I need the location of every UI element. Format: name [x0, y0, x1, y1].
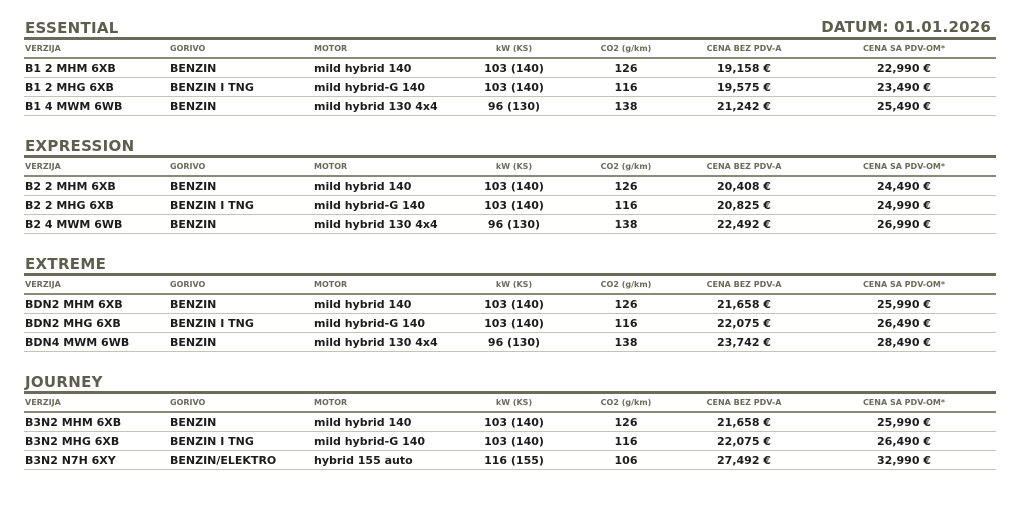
cell-price-without-vat: 22,075 €	[717, 316, 771, 330]
cell-motor: mild hybrid 130 4x4	[314, 335, 438, 349]
header-kw: kW (KS)	[495, 398, 533, 407]
cell-price-with-vat: 24,990 €	[877, 198, 931, 212]
header-verzija: VERZIJA	[25, 398, 61, 407]
trim-section-extreme	[24, 255, 996, 352]
cell-gorivo: BENZIN I TNG	[170, 198, 254, 212]
section-title: JOURNEY	[25, 373, 103, 391]
table-header	[24, 391, 996, 413]
header-price-without-vat: CENA BEZ PDV-A	[706, 398, 782, 407]
header-price-with-vat: CENA SA PDV-OM*	[862, 398, 946, 407]
table-row	[24, 215, 996, 234]
header-motor: MOTOR	[314, 44, 348, 53]
header-kw: kW (KS)	[495, 162, 533, 171]
cell-co2: 138	[614, 335, 638, 349]
cell-co2: 138	[614, 99, 638, 113]
cell-price-without-vat: 22,075 €	[717, 434, 771, 448]
header-co2: CO2 (g/km)	[600, 280, 652, 289]
cell-price-without-vat: 20,825 €	[717, 198, 771, 212]
cell-gorivo: BENZIN/ELEKTRO	[170, 453, 277, 467]
cell-price-without-vat: 19,158 €	[717, 61, 771, 75]
cell-motor: mild hybrid 140	[314, 415, 412, 429]
cell-kw: 103 (140)	[484, 80, 544, 94]
cell-kw: 103 (140)	[484, 316, 544, 330]
cell-verzija: BDN2 MHM 6XB	[25, 297, 123, 311]
cell-motor: mild hybrid-G 140	[314, 198, 426, 212]
cell-co2: 126	[614, 179, 638, 193]
cell-gorivo: BENZIN	[170, 415, 217, 429]
cell-co2: 116	[614, 198, 638, 212]
header-gorivo: GORIVO	[170, 162, 206, 171]
cell-kw: 103 (140)	[484, 198, 544, 212]
header-verzija: VERZIJA	[25, 44, 61, 53]
cell-co2: 126	[614, 297, 638, 311]
table-row	[24, 413, 996, 432]
header-price-without-vat: CENA BEZ PDV-A	[706, 280, 782, 289]
table-row	[24, 59, 996, 78]
cell-price-with-vat: 25,990 €	[877, 415, 931, 429]
cell-gorivo: BENZIN I TNG	[170, 434, 254, 448]
header-verzija: VERZIJA	[25, 280, 61, 289]
cell-co2: 116	[614, 434, 638, 448]
table-header	[24, 273, 996, 295]
cell-price-with-vat: 23,490 €	[877, 80, 931, 94]
cell-verzija: B1 4 MWM 6WB	[25, 99, 123, 113]
header-motor: MOTOR	[314, 162, 348, 171]
table-row	[24, 451, 996, 470]
cell-motor: mild hybrid 130 4x4	[314, 217, 438, 231]
cell-verzija: B3N2 N7H 6XY	[25, 453, 116, 467]
cell-kw: 103 (140)	[484, 297, 544, 311]
cell-verzija: B2 2 MHM 6XB	[25, 179, 116, 193]
table-row	[24, 295, 996, 314]
cell-gorivo: BENZIN I TNG	[170, 316, 254, 330]
cell-price-without-vat: 21,242 €	[717, 99, 771, 113]
cell-price-without-vat: 19,575 €	[717, 80, 771, 94]
cell-motor: mild hybrid 140	[314, 297, 412, 311]
cell-verzija: BDN2 MHG 6XB	[25, 316, 121, 330]
header-kw: kW (KS)	[495, 44, 533, 53]
header-motor: MOTOR	[314, 280, 348, 289]
header-verzija: VERZIJA	[25, 162, 61, 171]
header-price-without-vat: CENA BEZ PDV-A	[706, 44, 782, 53]
cell-kw: 103 (140)	[484, 434, 544, 448]
header-price-with-vat: CENA SA PDV-OM*	[862, 44, 946, 53]
cell-price-without-vat: 21,658 €	[717, 415, 771, 429]
cell-motor: mild hybrid-G 140	[314, 316, 426, 330]
section-title: EXPRESSION	[25, 137, 135, 155]
cell-verzija: B3N2 MHG 6XB	[25, 434, 120, 448]
cell-gorivo: BENZIN	[170, 61, 217, 75]
cell-price-with-vat: 26,990 €	[877, 217, 931, 231]
header-co2: CO2 (g/km)	[600, 44, 652, 53]
cell-gorivo: BENZIN I TNG	[170, 80, 254, 94]
header-kw: kW (KS)	[495, 280, 533, 289]
cell-kw: 96 (130)	[487, 335, 541, 349]
cell-co2: 126	[614, 61, 638, 75]
header-gorivo: GORIVO	[170, 398, 206, 407]
cell-verzija: B2 4 MWM 6WB	[25, 217, 123, 231]
header-gorivo: GORIVO	[170, 280, 206, 289]
cell-price-with-vat: 25,490 €	[877, 99, 931, 113]
trim-section-journey	[24, 373, 996, 470]
cell-price-without-vat: 23,742 €	[717, 335, 771, 349]
cell-gorivo: BENZIN	[170, 99, 217, 113]
cell-gorivo: BENZIN	[170, 297, 217, 311]
header-co2: CO2 (g/km)	[600, 398, 652, 407]
header-co2: CO2 (g/km)	[600, 162, 652, 171]
cell-kw: 96 (130)	[487, 99, 541, 113]
cell-motor: mild hybrid 130 4x4	[314, 99, 438, 113]
cell-verzija: B3N2 MHM 6XB	[25, 415, 122, 429]
cell-kw: 103 (140)	[484, 415, 544, 429]
price-list-date: DATUM: 01.01.2026	[821, 18, 991, 36]
trim-section-expression	[24, 137, 996, 234]
section-title: EXTREME	[25, 255, 107, 273]
header-price-with-vat: CENA SA PDV-OM*	[862, 162, 946, 171]
cell-verzija: B2 2 MHG 6XB	[25, 198, 114, 212]
cell-price-with-vat: 26,490 €	[877, 316, 931, 330]
header-price-with-vat: CENA SA PDV-OM*	[862, 280, 946, 289]
cell-motor: mild hybrid 140	[314, 61, 412, 75]
cell-gorivo: BENZIN	[170, 179, 217, 193]
cell-price-without-vat: 27,492 €	[717, 453, 771, 467]
cell-motor: mild hybrid-G 140	[314, 434, 426, 448]
table-row	[24, 196, 996, 215]
cell-kw: 116 (155)	[484, 453, 544, 467]
table-header	[24, 155, 996, 177]
cell-co2: 116	[614, 316, 638, 330]
table-row	[24, 78, 996, 97]
trim-section-essential	[24, 19, 996, 116]
cell-gorivo: BENZIN	[170, 335, 217, 349]
header-price-without-vat: CENA BEZ PDV-A	[706, 162, 782, 171]
cell-co2: 138	[614, 217, 638, 231]
section-title: ESSENTIAL	[25, 19, 119, 37]
table-row	[24, 314, 996, 333]
cell-motor: hybrid 155 auto	[314, 453, 413, 467]
cell-price-with-vat: 22,990 €	[877, 61, 931, 75]
cell-co2: 116	[614, 80, 638, 94]
cell-motor: mild hybrid-G 140	[314, 80, 426, 94]
cell-kw: 103 (140)	[484, 179, 544, 193]
cell-co2: 126	[614, 415, 638, 429]
table-row	[24, 432, 996, 451]
table-row	[24, 177, 996, 196]
cell-motor: mild hybrid 140	[314, 179, 412, 193]
table-row	[24, 97, 996, 116]
cell-verzija: B1 2 MHG 6XB	[25, 80, 114, 94]
cell-price-with-vat: 32,990 €	[877, 453, 931, 467]
cell-co2: 106	[614, 453, 638, 467]
cell-verzija: B1 2 MHM 6XB	[25, 61, 116, 75]
cell-kw: 103 (140)	[484, 61, 544, 75]
header-motor: MOTOR	[314, 398, 348, 407]
cell-kw: 96 (130)	[487, 217, 541, 231]
cell-gorivo: BENZIN	[170, 217, 217, 231]
cell-verzija: BDN4 MWM 6WB	[25, 335, 130, 349]
cell-price-without-vat: 20,408 €	[717, 179, 771, 193]
table-row	[24, 333, 996, 352]
cell-price-with-vat: 25,990 €	[877, 297, 931, 311]
cell-price-with-vat: 28,490 €	[877, 335, 931, 349]
header-gorivo: GORIVO	[170, 44, 206, 53]
cell-price-with-vat: 24,490 €	[877, 179, 931, 193]
cell-price-without-vat: 22,492 €	[717, 217, 771, 231]
cell-price-with-vat: 26,490 €	[877, 434, 931, 448]
cell-price-without-vat: 21,658 €	[717, 297, 771, 311]
table-header	[24, 37, 996, 59]
